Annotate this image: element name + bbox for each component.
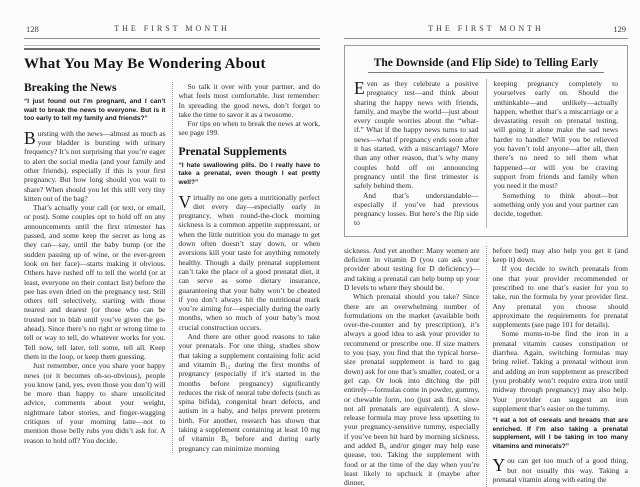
paragraph-text: irtually no one gets a nutritionally perfect diet every day—especially early in pregnancy, when round-the-clock morning sickness is a common appetite suppressant, or when the little nutrition you do manage to get down often doesn’t stay down, or when aversions kill your taste for anything remotely healthy. Though a daily prenatal supplement can’t take the place of a good prenatal diet, it can serve as some dietary insurance, guaranteeing that your baby won’t be cheated if you don’t always hit the nutritional mark you’re aiming for—especially during the early months, when so much of your baby’s most crucial construction occurs.	[178, 192, 320, 332]
drop-cap: V	[178, 191, 192, 212]
paragraph: So talk it over with your partner, and do what feels most comfortable. Just remember: In spreading the good news, don’t forget to take the time to savor it as a twosome.	[178, 82, 320, 119]
right-column-1	[344, 246, 480, 487]
paragraph: Something to think about—but something only you and your partner can decide, together.	[493, 190, 618, 219]
reader-question-quote: “I hate swallowing pills. Do I really have to take a prenatal, even though I eat pretty well?”	[178, 161, 320, 186]
left-column-2	[179, 82, 321, 453]
reader-question-quote: “I eat a lot of cereals and breads that are enriched. If I’m also taking a prenatal supplement, will I be taking in too many vitamins and minerals?”	[492, 417, 628, 450]
sidebar-box-title: The Downside (and Flip Side) to Telling Early	[368, 55, 605, 73]
paragraph-text: ou can get too much of a good thing, but not usually this way. Taking a prenatal vitamin along with eating the	[492, 456, 628, 485]
page-number-right: 129	[613, 24, 626, 34]
paragraph: before bed) may also help you get it (and keep it) down.	[492, 245, 628, 265]
paragraph	[179, 193, 321, 332]
paragraph: keeping pregnancy completely to yourselves early on. Should the unthinkable—and unlikely—actually happen, whether that’s a miscarriage or a devastating result on prenatal testing, will going it alone make the sad news harder to handle? Will you be relieved you haven’t told anyone—after all, then there’s no need to tell them what happened—or will you be craving support from friends and family when you need it the most?	[493, 79, 618, 191]
paragraph: sickness. And yet another: Many women are deficient in vitamin D (you can ask your provider about testing for D deficiency)—and taking a prenatal can help bump up your D levels to where they should be.	[344, 245, 480, 292]
section-title: What You May Be Wondering About	[24, 56, 266, 72]
running-head-left: THE FIRST MONTH	[114, 24, 230, 33]
paragraph: That’s actually your call (or text, or email, or post). Some couples opt to hold off on any announcements until the first trimester has passed, and some keep the secret as long as they can—say, until the baby bump (or the sudden passing up of wine, or the ever-green look on her face)—starts making it obvious. Others have rushed off to tell the world (or at least, everyone on their contact list) before the pee has even dried on the pregnancy test. Still others tell selectively, starting with those nearest and dearest (or those who can be trusted not to blab until you’ve given the go-ahead). Since there’s no right or wrong time to tell or way to tell, do whatever works for you. Tell now, tell later, tell some, tell all. Keep them in the loop, or keep them guessing.	[24, 203, 166, 361]
heading-breaking-the-news: Breaking the News	[24, 82, 117, 94]
heading-prenatal-supplements: Prenatal Supplements	[178, 145, 287, 158]
right-page-columns	[344, 246, 628, 487]
left-column-1	[24, 82, 166, 453]
sidebar-box-columns	[354, 79, 618, 228]
left-page-columns	[24, 82, 320, 453]
page-right	[344, 24, 628, 487]
running-header-left	[24, 24, 320, 39]
paragraph: Just remember, once you share your happy news (or it becomes oh-so-obvious), people you know (and, yes, even those you don’t) will be more than happy to share unsolicited advice, comments about your weight, nightmare labor stories, and finger-wagging critiques of your morning latte—not to mention those belly rubs you didn’t ask for. A reason to hold off? You decide.	[24, 361, 166, 445]
box-column-1	[354, 79, 479, 228]
box-column-divider	[486, 79, 487, 228]
right-column-2	[493, 246, 629, 487]
paragraph: Which prenatal should you take? Since there are an overwhelming number of formulations on the market (available both over-the-counter and by prescription), it’s always a good idea to ask your provider to recommend or prescribe one. If size matters to you (say, you find that the typical horse-size prenatal supplement is hard to gag down) ask for one that’s smaller, coated, or a gel cap. Or look into ditching the pill entirely—formulas come in powder, gummy, or chewable form, too (just ask first, since not all prenatals are equivalent). A slow-release formula may prove less upsetting to your pregnancy-sensitive tummy, especially if you’ve been hit hard by morning sickness, and added B₆ and/or ginger may help ease quease, too. Taking the supplement with food or at the time of the day when you’re least likely to upchuck it (maybe after dinner,	[344, 292, 480, 487]
page-left	[24, 24, 320, 453]
paragraph-text: ven as they celebrate a positive pregnancy test—and think about sharing the happy news with friends, family, and maybe the world—just about every couple worries about the “what-if.” What if the happy news turns to sad news—what if pregnancy ends soon after it has started, with a miscarriage? More than any other reason, that’s why many couples hold off on announcing pregnancy until the first trimester is safely behind them.	[354, 79, 479, 191]
paragraph	[354, 79, 479, 191]
section-rule-light	[24, 45, 320, 46]
running-header-right	[344, 24, 628, 39]
drop-cap: E	[354, 78, 365, 98]
paragraph	[493, 456, 629, 484]
paragraph: If you decide to switch prenatals from one that your provider recommended or prescribed to one that’s easier for you to take, run the formula by your provider first. Any prenatal you choose should approximate the requirements for prenatal supplements (see page 101 for details).	[492, 264, 628, 330]
running-head-right: THE FIRST MONTH	[428, 24, 544, 33]
paragraph: Some moms-to-be find the iron in a prenatal vitamin causes constipation or diarrhea. Again, switching formulas may bring relief. Taking a prenatal without iron and adding an iron supplement as prescribed (you probably won’t require extra iron until midway through pregnancy) may also help. Your provider can suggest an iron supplement that’s easier on the tummy.	[492, 329, 628, 413]
reader-question-quote: “I just found out I’m pregnant, and I can’t wait to break the news to everyone. But is it too early to tell my family and friends?”	[24, 98, 166, 123]
drop-cap: Y	[492, 455, 506, 476]
section-rule-heavy	[24, 48, 320, 51]
box-column-2	[494, 79, 619, 228]
paragraph-text: ursting with the news—almost as much as your bladder is bursting with urinary frequency? It’s not surprising that you’re eager to alert the social media (and your family and other friends), especially if this is your first pregnancy. But how long should you wait to share? When should you let this still very tiny kitten out of the bag?	[24, 128, 166, 203]
sidebar-box	[344, 45, 628, 237]
paragraph: And that’s understandable—especially if you’ve had previous pregnancy losses. But here’s the flip side to	[354, 190, 479, 228]
column-divider	[172, 82, 173, 453]
drop-cap: B	[24, 127, 36, 148]
paragraph	[24, 129, 166, 203]
sidebar-box-title-wrap	[354, 53, 618, 73]
column-divider	[486, 246, 487, 487]
spacer	[344, 237, 628, 246]
page-number-left: 128	[26, 24, 39, 34]
cross-reference-note: For tips on when to break the news at work, see page 199.	[178, 119, 320, 138]
paragraph: And there are other good reasons to take your prenatals. For one thing, studies show that taking a supplement containing folic acid and vitamin B₁₂ during the first months of pregnancy (especially if it’s started in the months before pregnancy) significantly reduces the risk of neural tube defects (such as spina bifida), congenital heart defects, and autism in a baby, and helps prevent preterm birth. For another, research has shown that taking a supplement containing at least 10 mg of vitamin B₆ before and during early pregnancy can minimize morning	[178, 332, 320, 453]
